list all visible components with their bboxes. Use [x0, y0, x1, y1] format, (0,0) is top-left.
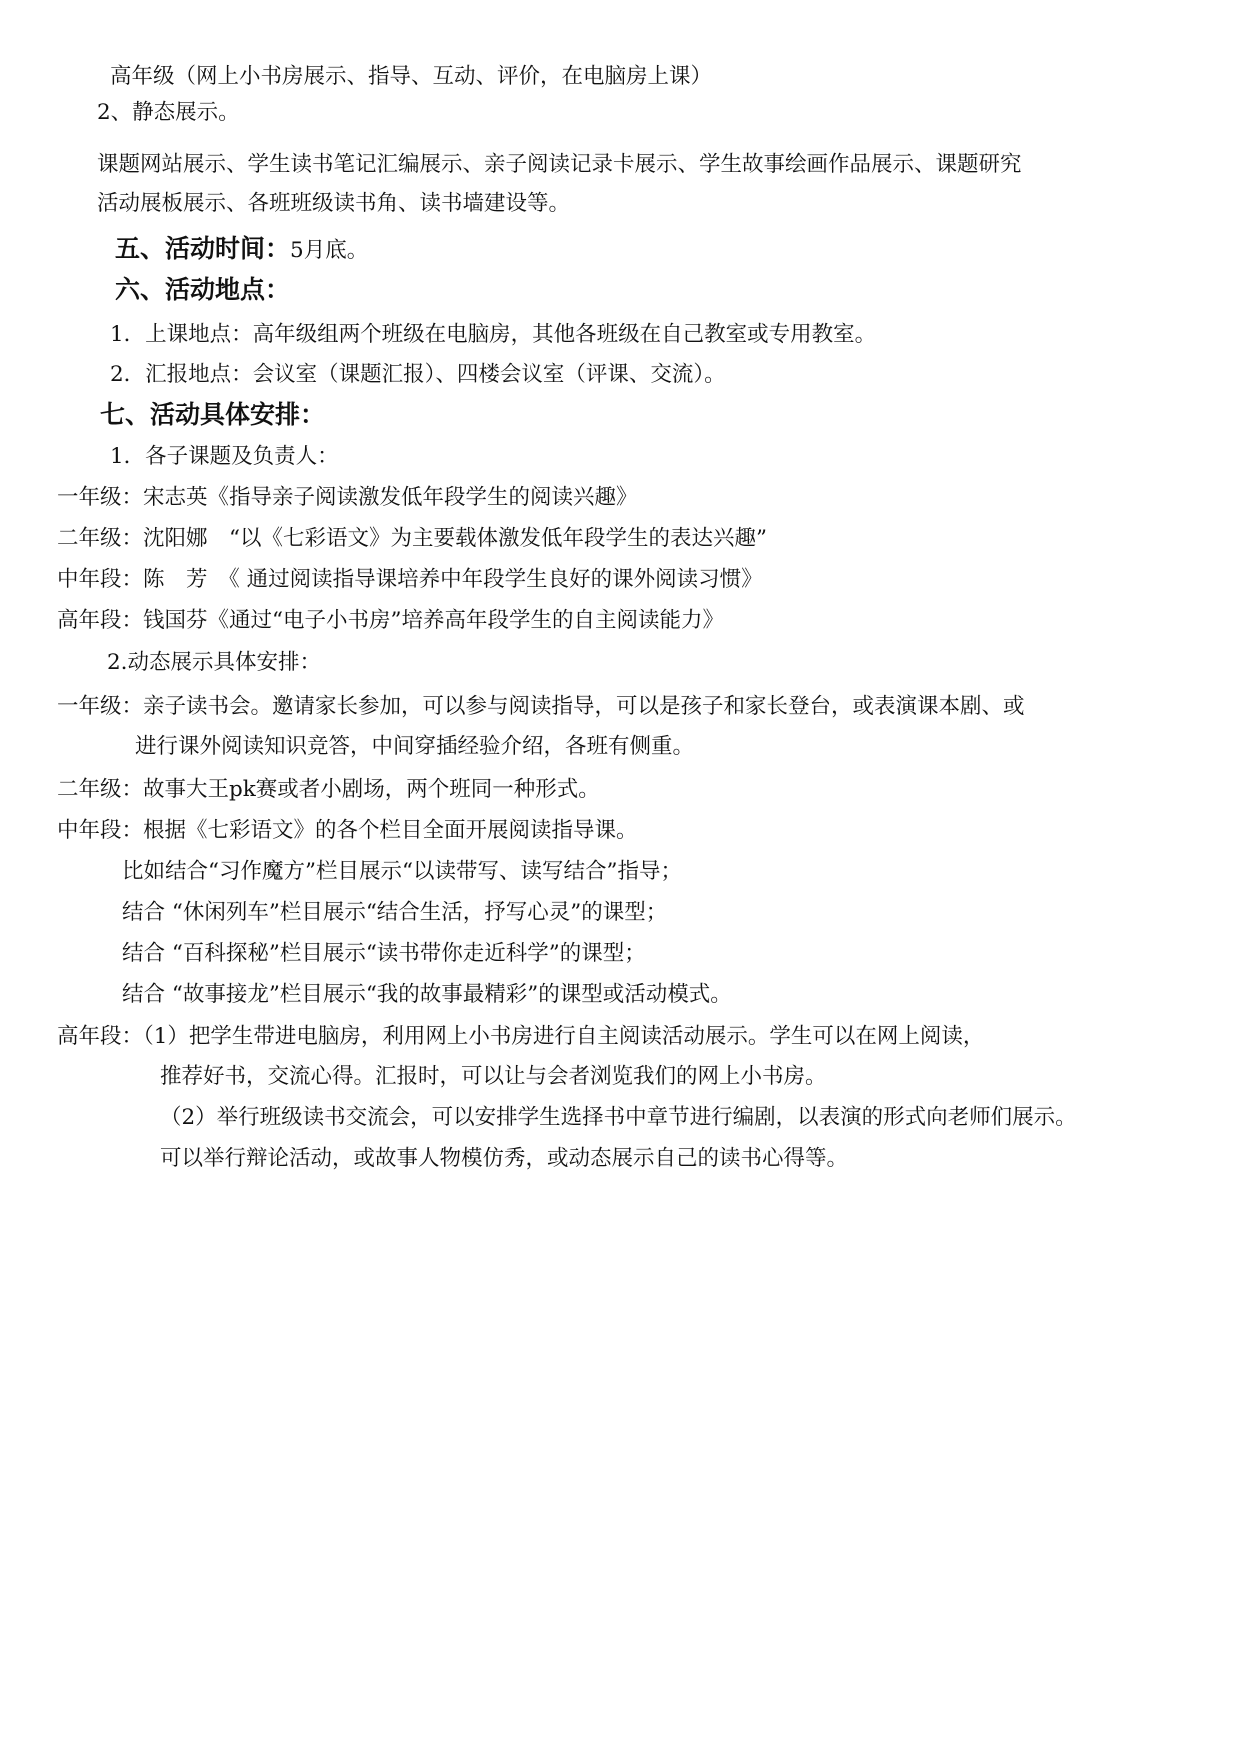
text-line: 结合 “百科探秘”栏目展示“读书带你走近科学”的课型；	[122, 941, 646, 966]
section-heading-time	[115, 234, 368, 266]
text-line: 高年段：（1）把学生带进电脑房，利用网上小书房进行自主阅读活动展示。学生可以在网上阅读，	[57, 1024, 985, 1049]
paragraph-line: 活动展板展示、各班班级读书角、读书墙建设等。	[97, 191, 571, 216]
paragraph-line: 课题网站展示、学生读书笔记汇编展示、亲子阅读记录卡展示、学生故事绘画作品展示、课题研究	[97, 152, 1022, 177]
text-line: 高年级（网上小书房展示、指导、互动、评价，在电脑房上课）	[110, 64, 713, 89]
heading-label: 五、活动时间：	[115, 234, 291, 263]
text-line: 高年段：钱国芬《通过“电子小书房”培养高年段学生的自主阅读能力》	[57, 608, 724, 633]
text-line: 2、静态展示。	[97, 100, 240, 125]
text-line: 2.动态展示具体安排：	[107, 650, 322, 675]
text-line: 推荐好书，交流心得。汇报时，可以让与会者浏览我们的网上小书房。	[160, 1064, 827, 1089]
text-line: 二年级：沈阳娜 “以《七彩语文》为主要载体激发低年段学生的表达兴趣”	[57, 526, 767, 551]
section-heading-location: 六、活动地点：	[115, 275, 291, 304]
text-line: （2）举行班级读书交流会，可以安排学生选择书中章节进行编剧，以表演的形式向老师们展示。	[160, 1105, 1077, 1130]
text-line: 二年级：故事大王pk赛或者小剧场，两个班同一种形式。	[57, 777, 600, 802]
text-line: 1．各子课题及负责人：	[110, 444, 339, 469]
text-line: 进行课外阅读知识竞答，中间穿插经验介绍，各班有侧重。	[135, 734, 695, 759]
text-line: 中年段：陈 芳 《 通过阅读指导课培养中年段学生良好的课外阅读习惯》	[57, 567, 763, 592]
section-heading-arrangement: 七、活动具体安排：	[100, 400, 326, 429]
text-line: 中年段：根据《七彩语文》的各个栏目全面开展阅读指导课。	[57, 818, 638, 843]
text-line: 2．汇报地点：会议室（课题汇报）、四楼会议室（评课、交流）。	[110, 362, 726, 387]
heading-value: 5月底。	[290, 238, 369, 263]
text-line: 结合 “故事接龙”栏目展示“我的故事最精彩”的课型或活动模式。	[122, 982, 732, 1007]
text-line: 一年级：亲子读书会。邀请家长参加，可以参与阅读指导，可以是孩子和家长登台，或表演课本剧、或	[57, 694, 1025, 719]
text-line: 结合 “休闲列车”栏目展示“结合生活，抒写心灵”的课型；	[122, 900, 668, 925]
text-line: 比如结合“习作魔方”栏目展示“以读带写、读写结合”指导；	[122, 859, 682, 884]
text-line: 一年级：宋志英《指导亲子阅读激发低年段学生的阅读兴趣》	[57, 485, 638, 510]
text-line: 1．上课地点：高年级组两个班级在电脑房，其他各班级在自己教室或专用教室。	[110, 322, 877, 347]
text-line: 可以举行辩论活动，或故事人物模仿秀，或动态展示自己的读书心得等。	[160, 1146, 849, 1171]
